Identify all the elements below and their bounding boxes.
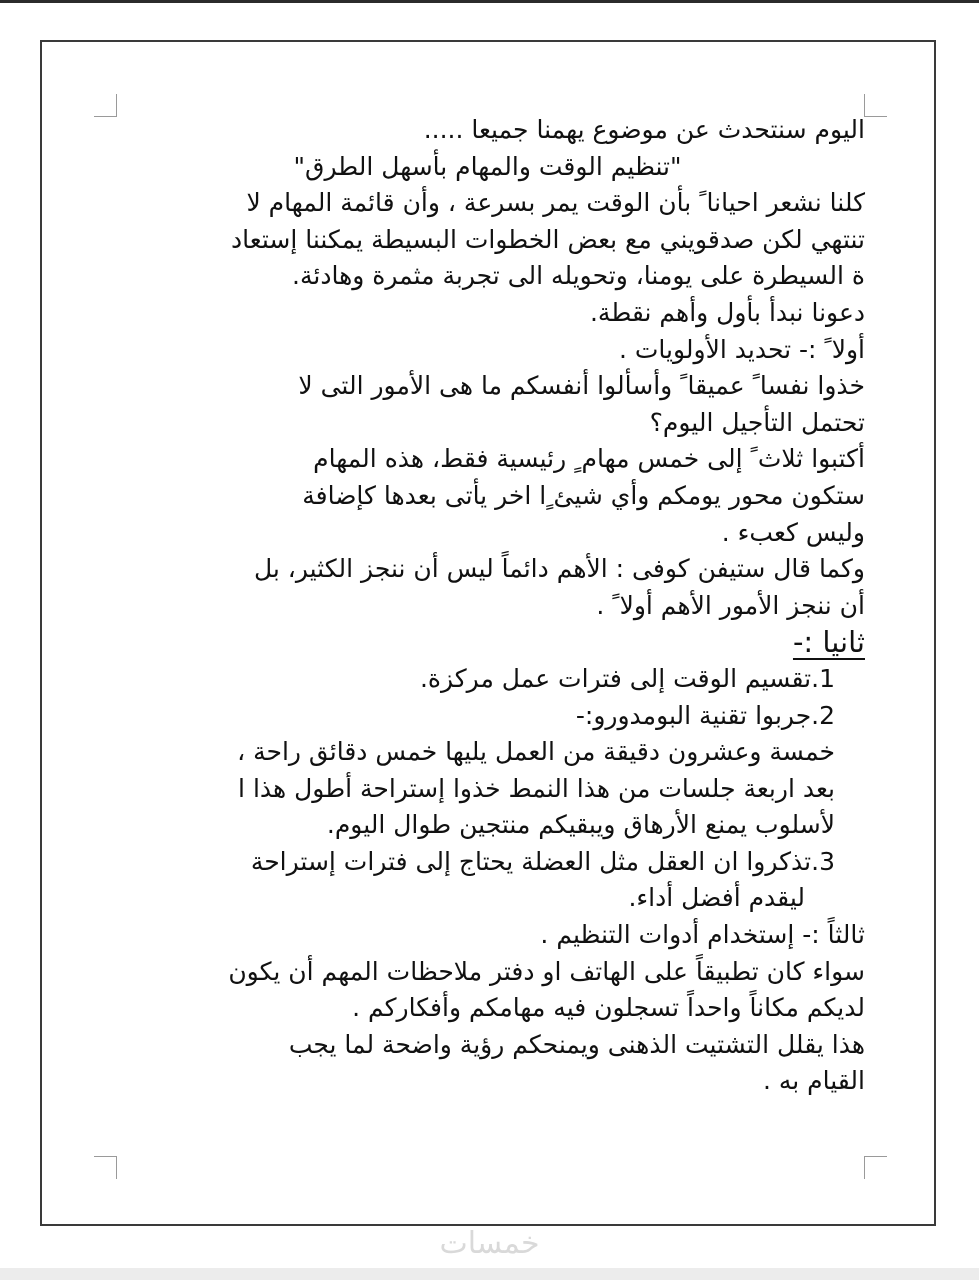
paragraph-line: أكتبوا ثلاث ً إلى خمس مهام ٍ رئيسية فقط، هذه المهام xyxy=(313,444,865,474)
paragraph-line: كلنا نشعر احيانا ً بأن الوقت يمر بسرعة ، وأن قائمة المهام لا xyxy=(246,188,865,218)
list-item-detail: خمسة وعشرون دقيقة من العمل يليها خمس دقائق راحة ، xyxy=(237,737,835,767)
section-heading-second: ثانيا :- xyxy=(792,625,865,660)
list-item-detail: لأسلوب يمنع الأرهاق ويبقيكم منتجين طوال اليوم. xyxy=(326,810,835,840)
paragraph-line: سواء كان تطبيقاً على الهاتف او دفتر ملاحظات المهم أن يكون xyxy=(228,956,865,986)
paragraph-line: دعونا نبدأ بأول وأهم نقطة. xyxy=(589,297,865,327)
section-heading-third: ثالثاً :- إستخدام أدوات التنظيم . xyxy=(540,920,865,950)
top-rule xyxy=(0,0,979,3)
list-item-detail: ليقدم أفضل أداء. xyxy=(628,883,805,913)
section-heading-first: أولا ً :- تحديد الأولويات . xyxy=(619,334,865,364)
list-item: 2.جربوا تقنية البومدورو:- xyxy=(575,700,835,730)
list-item-detail: بعد اربعة جلسات من هذا النمط خذوا إستراحة أطول هذا ا xyxy=(238,773,835,803)
crop-mark-top-right xyxy=(864,94,887,117)
document-body xyxy=(110,112,865,1100)
intro-line: اليوم سنتحدث عن موضوع يهمنا جميعا ..... xyxy=(423,115,865,144)
bottom-band xyxy=(0,1268,979,1280)
paragraph-line: القيام به . xyxy=(762,1066,865,1096)
paragraph-line: لديكم مكاناً واحداً تسجلون فيه مهامكم وأفكاركم . xyxy=(352,993,865,1023)
paragraph-line: هذا يقلل التشتيت الذهنى ويمنحكم رؤية واضحة لما يجب xyxy=(288,1029,865,1059)
quote-line: أن ننجز الأمور الأهم أولا ً . xyxy=(596,590,865,620)
watermark-logo: خمسات xyxy=(439,1226,540,1261)
paragraph-line: خذوا نفسا ً عميقا ً وأسألوا أنفسكم ما هى الأمور التى لا xyxy=(298,371,865,401)
list-item: 3.تذكروا ان العقل مثل العضلة يحتاج إلى فترات إستراحة xyxy=(250,846,835,876)
paragraph-line: ستكون محور يومكم وأي شيئ ٍا اخر يأتى بعدها كإضافة xyxy=(302,480,865,510)
paragraph-line: ة السيطرة على يومنا، وتحويله الى تجربة مثمرة وهادئة. xyxy=(292,261,865,291)
crop-mark-bottom-left xyxy=(94,1156,117,1179)
quote-line: وكما قال ستيفن كوفى : الأهم دائماً ليس أن ننجز الكثير، بل xyxy=(253,554,865,584)
list-item: 1.تقسيم الوقت إلى فترات عمل مركزة. xyxy=(419,663,835,693)
paragraph-line: وليس كعبء . xyxy=(721,517,865,547)
crop-mark-bottom-right xyxy=(864,1156,887,1179)
paragraph-line: تنتهي لكن صدقويني مع بعض الخطوات البسيطة يمكننا إستعاد xyxy=(231,224,865,254)
paragraph-line: تحتمل التأجيل اليوم؟ xyxy=(649,407,865,437)
document-title: "تنظيم الوقت والمهام بأسهل الطرق" xyxy=(293,151,682,181)
